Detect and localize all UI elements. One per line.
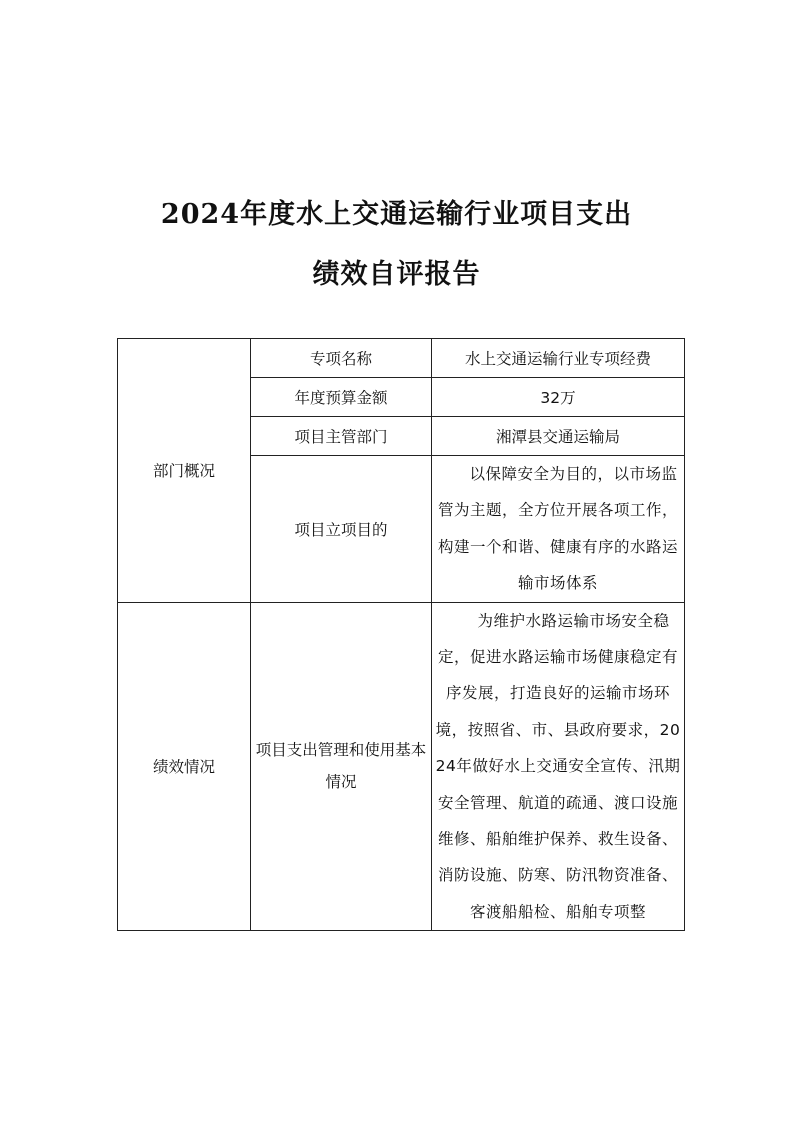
field-value: 湘潭县交通运输局 [432, 417, 685, 456]
report-title-line-2: 绩效自评报告 [312, 259, 481, 290]
field-label: 项目立项目的 [251, 456, 432, 603]
field-value: 32万 [432, 378, 685, 417]
field-value-paragraph: 以保障安全为目的，以市场监管为主题，全方位开展各项工作，构建一个和谐、健康有序的水路运输市场体系 [432, 456, 685, 603]
section-label-department: 部门概况 [118, 339, 251, 603]
field-value: 水上交通运输行业专项经费 [432, 339, 685, 378]
table-row [118, 602, 685, 931]
report-table [117, 338, 685, 931]
field-label: 项目支出管理和使用基本情况 [251, 602, 432, 931]
field-label: 专项名称 [251, 339, 432, 378]
section-label-performance: 绩效情况 [118, 602, 251, 931]
field-value-paragraph: 为维护水路运输市场安全稳定，促进水路运输市场健康稳定有序发展，打造良好的运输市场环境，按照省、市、县政府要求，2024年做好水上交通安全宣传、汛期安全管理、航道的疏通、渡口设施维修、船舶维护保养、救生设备、消防设施、防寒、防汛物资准备、客渡船船检、船舶专项整 [432, 602, 685, 931]
table-row [118, 339, 685, 378]
field-label: 年度预算金额 [251, 378, 432, 417]
report-title-line-1: 2024年度水上交通运输行业项目支出 [160, 199, 633, 230]
field-label: 项目主管部门 [251, 417, 432, 456]
